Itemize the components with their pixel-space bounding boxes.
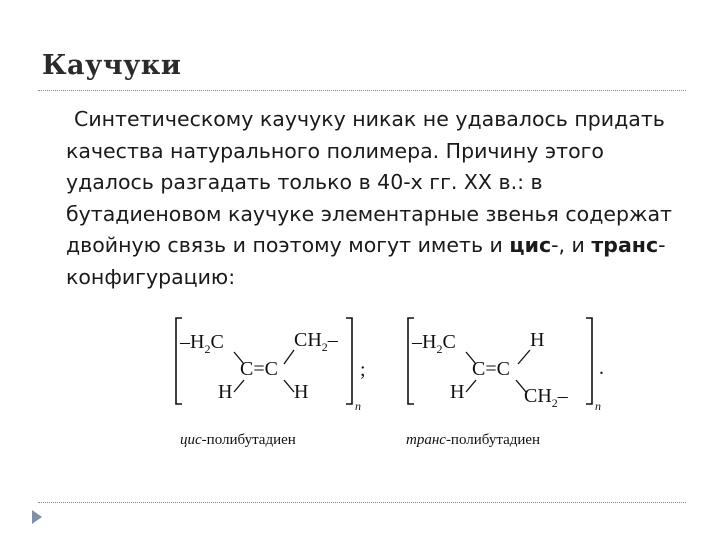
top-divider	[38, 90, 686, 91]
cis-bond-2	[284, 350, 294, 364]
cis-top-right: $CH_2-$	[294, 329, 338, 354]
trans-bottom-right: $CH_2-$	[524, 385, 568, 410]
trans-structure	[406, 318, 604, 448]
trans-top-right-h: H	[530, 329, 545, 351]
trans-bottom-left-h: H	[450, 381, 465, 403]
polybutadiene-structures	[170, 312, 620, 454]
bottom-divider	[38, 502, 686, 503]
trans-center-double-bond: C=C	[472, 358, 510, 380]
paragraph-part3: -конфигурацию:	[66, 233, 666, 289]
trans-subscript-n: n	[595, 399, 601, 413]
cis-bond-3	[234, 380, 244, 392]
cis-top-left: $-H_2C$	[180, 331, 224, 356]
cis-center-double-bond: C=C	[240, 358, 278, 380]
semicolon: ;	[360, 359, 366, 381]
slide-title: Каучуки	[42, 50, 182, 81]
trans-term: транс	[591, 233, 659, 257]
trans-caption: транс-полибутадиен	[406, 432, 541, 448]
end-period: .	[599, 357, 604, 379]
cis-term: цис	[509, 233, 552, 257]
cis-bottom-left-h: H	[218, 381, 233, 403]
paragraph-part2: -, и	[551, 233, 592, 257]
polybutadiene-figure	[170, 312, 620, 454]
trans-bond-2	[518, 350, 530, 364]
trans-bond-3	[466, 380, 476, 392]
slide-paragraph	[66, 104, 696, 293]
cis-bottom-right-h: H	[294, 381, 309, 403]
paragraph-part1: Синтетическому каучуку никак не удавалось придать качества натурального полимера. Причину этого удалось разгадать только в 40-х гг. XX в.: в бутадиеновом каучуке элементарные звенья содержат двойную связь и поэтому могут иметь и	[66, 107, 672, 257]
trans-top-left: $-H_2C$	[412, 331, 456, 356]
cis-structure	[176, 318, 366, 448]
triangle-right-icon[interactable]	[30, 509, 44, 525]
trans-right-bracket	[586, 318, 592, 404]
cis-subscript-n: n	[355, 399, 361, 413]
cis-caption: цис-полибутадиен	[180, 432, 296, 448]
cis-right-bracket	[346, 318, 352, 404]
cis-bond-4	[284, 380, 294, 392]
